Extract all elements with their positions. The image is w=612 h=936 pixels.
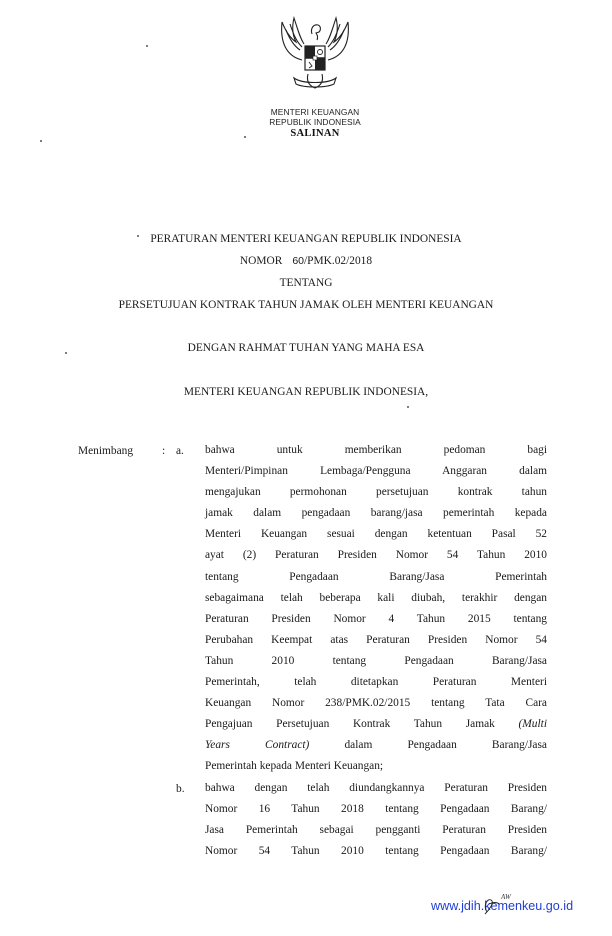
regulation-title: PERATURAN MENTERI KEUANGAN REPUBLIK INDONESIA	[150, 233, 462, 245]
text-line: sebagaimana telah beberapa kali diubah, terakhir dengan	[205, 591, 547, 604]
svg-text:AW: AW	[501, 893, 511, 901]
issuer-line-1: MENTERI KEUANGAN	[270, 107, 360, 117]
garuda-emblem-icon	[272, 12, 358, 98]
text-line: Jasa Pemerintah sebagai pengganti Peraturan Presiden	[205, 824, 547, 837]
text-line: mengajukan permohonan persetujuan kontrak tahun	[205, 486, 547, 499]
copy-stamp: SALINAN	[290, 128, 340, 139]
text-line: Pemerintah kepada Menteri Keuangan;	[205, 760, 384, 773]
text-line: Nomor 54 Tahun 2010 tentang Pengadaan Barang/	[205, 845, 547, 858]
scan-speck	[137, 235, 139, 237]
text-line: Menteri/Pimpinan Lembaga/Pengguna Anggaran dalam	[205, 465, 547, 478]
text-line: Pemerintah, telah ditetapkan Peraturan Menteri	[205, 676, 547, 689]
nomor-label: NOMOR	[239, 255, 283, 267]
scan-speck	[65, 352, 67, 354]
text-line: ayat (2) Peraturan Presiden Nomor 54 Tahun 2010	[205, 549, 547, 562]
issuer-heading	[250, 107, 380, 127]
regulation-subject: PERSETUJUAN KONTRAK TAHUN JAMAK OLEH MENTERI KEUANGAN	[118, 299, 494, 311]
tentang-label: TENTANG	[279, 277, 333, 289]
scan-speck	[40, 140, 42, 142]
text-line: Tahun 2010 tentang Pengadaan Barang/Jasa	[205, 654, 547, 667]
invocation: DENGAN RAHMAT TUHAN YANG MAHA ESA	[187, 342, 425, 354]
text-line: tentang Pengadaan Barang/Jasa Pemerintah	[205, 570, 547, 583]
scan-speck	[407, 406, 409, 408]
item-b-marker: b.	[176, 783, 185, 795]
text-segment: dalam Pengadaan Barang/Jasa	[344, 739, 547, 752]
nomor-suffix: /PMK.02/2018	[304, 255, 373, 267]
text-line: Nomor 16 Tahun 2018 tentang Pengadaan Barang/	[205, 803, 547, 816]
italic-term: Contract)	[265, 739, 310, 752]
text-line: bahwa dengan telah diundangkannya Peraturan Presiden	[205, 782, 547, 794]
issuer-line-2: REPUBLIK INDONESIA	[269, 117, 361, 127]
scan-speck	[244, 136, 246, 138]
text-line: Peraturan Presiden Nomor 4 Tahun 2015 tentang	[205, 612, 547, 625]
authority-line: MENTERI KEUANGAN REPUBLIK INDONESIA,	[183, 386, 429, 398]
regulation-number	[0, 255, 612, 267]
italic-term: (Multi	[518, 718, 547, 731]
scan-speck	[146, 45, 148, 47]
menimbang-label: Menimbang	[78, 445, 134, 457]
consideration-b	[205, 778, 547, 862]
text-segment: Pengajuan Persetujuan Kontrak Tahun Jamak	[205, 718, 495, 731]
text-line: Perubahan Keempat atas Peraturan Presiden Nomor 54	[205, 633, 547, 646]
jdih-website-link[interactable]: www.jdih.kemenkeu.go.id	[431, 899, 574, 913]
text-line: Keuangan Nomor 238/PMK.02/2015 tentang Tata Cara	[205, 697, 547, 710]
text-line	[205, 735, 547, 756]
signature-initials-icon	[481, 890, 521, 916]
text-line	[205, 714, 547, 735]
item-a-marker: a.	[176, 445, 184, 457]
consideration-a	[205, 440, 547, 778]
nomor-number: 60	[292, 255, 305, 267]
text-line: jamak dalam pengadaan barang/jasa pemerintah kepada	[205, 507, 547, 520]
italic-term: Years	[205, 739, 230, 752]
text-line: bahwa untuk memberikan pedoman bagi	[205, 444, 547, 456]
text-line: Menteri Keuangan sesuai dengan ketentuan Pasal 52	[205, 528, 547, 541]
menimbang-colon: :	[162, 445, 166, 457]
